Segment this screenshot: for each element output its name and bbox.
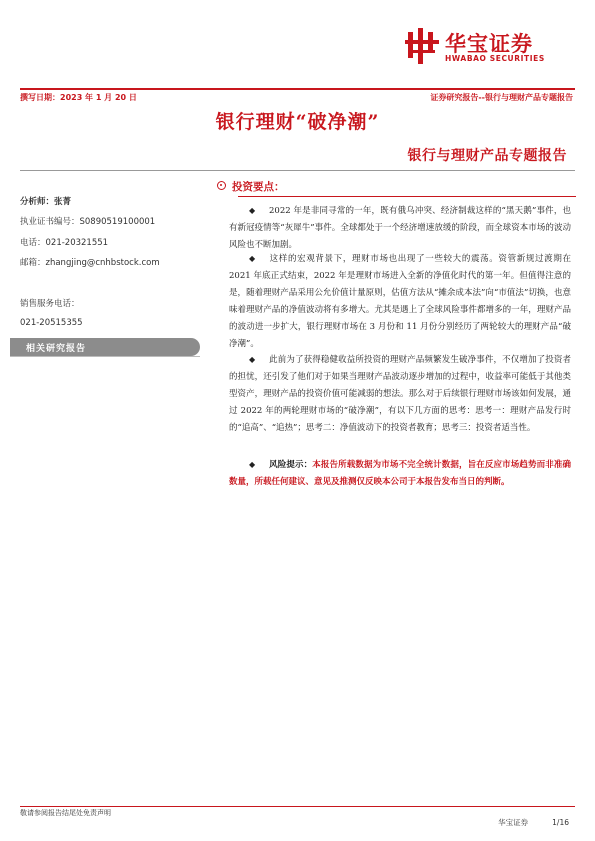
risk-warning-paragraph — [229, 456, 571, 491]
target-circle-icon — [217, 181, 226, 190]
company-logo — [405, 28, 575, 72]
diamond-bullet-icon: ◆ — [249, 254, 256, 263]
report-date: 撰写日期：2023 年 1 月 20 日 — [20, 93, 137, 102]
paragraph-text: 2022 年是非同寻常的一年，既有俄乌冲突、经济制裁这样的“黑天鹅”事件，也有新冠疫情等“灰犀牛”事件。全球都处于一个经济增速放缓的阶段，而全球资本市场的波动风险也不断加剧。 — [229, 206, 571, 250]
risk-warning-label: 风险提示： — [269, 460, 313, 470]
analyst-name: 分析师：张菁 — [20, 197, 72, 207]
sidebar-divider — [10, 356, 200, 357]
sales-phone: 021-20515355 — [20, 318, 83, 328]
key-point-paragraph — [229, 202, 571, 254]
report-series: 证券研究报告--银行与理财产品专题报告 — [430, 93, 573, 102]
key-point-paragraph — [229, 351, 571, 437]
key-points-title: 投资要点： — [232, 181, 285, 193]
footer-company: 华宝证券 — [498, 818, 529, 827]
footer-info — [474, 817, 569, 828]
paragraph-text: 这样的宏观背景下，理财市场也出现了一些较大的震荡。资管新规过渡期在 2021 年底正式结束，2022 年是理财市场进入全新的净值化时代的第一年。但值得注意的是，随着理财产品采用公允价值计量原则，估值方法从“摊余成本法”向“市值法”切换，也意味着理财产品的净值波动将有多增大。尤其是遇上了全球风险事件都增多的一年，理财产品的波动进一步扩大，银行理财市场在 3 月份和 11 月份分别经历了两轮较大的理财产品“破净潮”。 — [229, 254, 571, 349]
sales-phone-label: 销售服务电话： — [20, 299, 80, 309]
subtitle-divider — [20, 170, 575, 171]
diamond-bullet-icon: ◆ — [249, 460, 256, 469]
diamond-bullet-icon: ◆ — [249, 355, 256, 364]
report-title: 银行理财“破净潮” — [215, 111, 380, 133]
footer-disclaimer: 敬请参阅报告结尾处免责声明 — [20, 809, 111, 817]
key-point-paragraph — [229, 250, 571, 353]
report-subtitle: 银行与理财产品专题报告 — [407, 148, 567, 164]
footer-divider — [20, 806, 575, 807]
logo-english-name: HWABAO SECURITIES — [445, 54, 545, 63]
analyst-email[interactable]: 邮箱：zhangjing@cnhbstock.com — [20, 258, 160, 268]
risk-warning-text: 本报告所载数据为市场不完全统计数据，旨在反应市场趋势而非准确数量，所载任何建议、意见及推测仅反映本公司于本报告发布当日的判断。 — [229, 460, 571, 487]
diamond-bullet-icon: ◆ — [249, 206, 256, 215]
key-points-underline — [238, 196, 576, 197]
paragraph-text: 此前为了获得稳健收益所投资的理财产品频繁发生破净事件，不仅增加了投资者的担忧，还引发了他们对于如果当理财产品波动逐步增加的过程中，收益率可能低于其他类型资产，理财产品的投资价值可能减弱的想法。那么对于后续银行理财市场该如何发展，通过 2022 年的两轮理财市场的“破净潮”，有以下几方面的思考：思考一：理财产品发行时的“追高”、“追热”；思考二：净值波动下的投资者教育；思考三：投资者适当性。 — [229, 355, 571, 433]
related-reports-label — [10, 338, 200, 356]
hwabao-logo-icon — [405, 28, 439, 64]
page-number: 1/16 — [552, 818, 569, 827]
header-divider — [20, 88, 575, 90]
logo-chinese-name: 华宝证券 — [445, 32, 533, 56]
license-number: 执业证书编号：S0890519100001 — [20, 217, 156, 227]
related-reports-text: 相关研究报告 — [26, 344, 87, 354]
analyst-phone: 电话：021-20321551 — [20, 238, 109, 248]
